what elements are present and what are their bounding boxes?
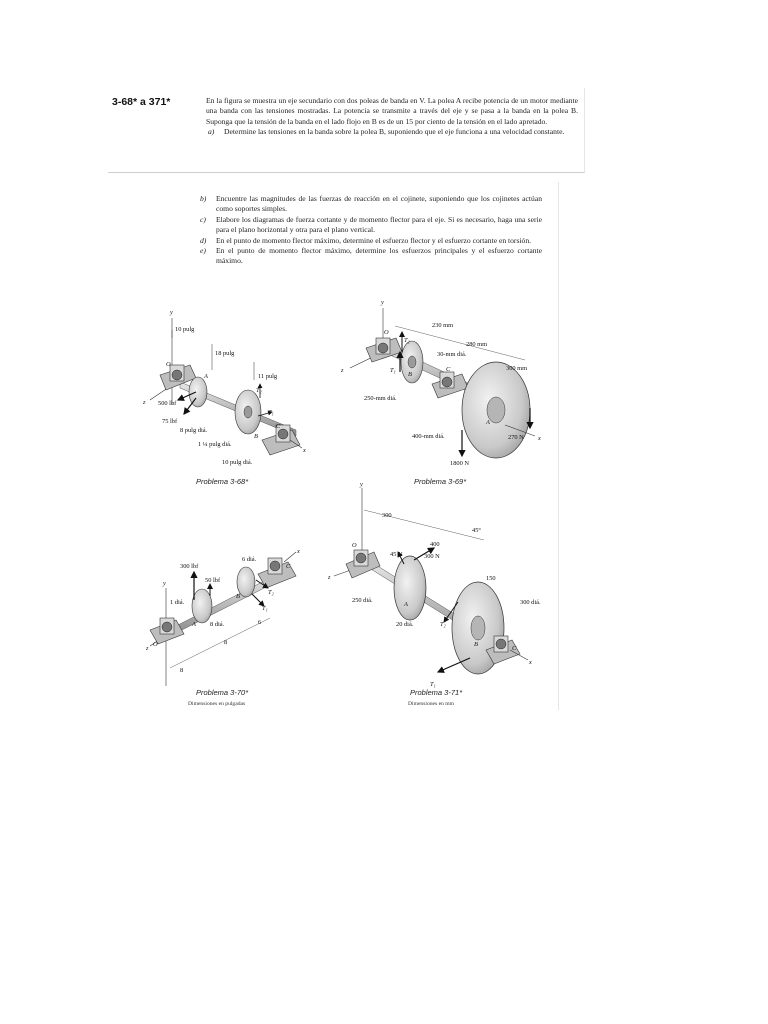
pulley-a <box>192 589 212 623</box>
dim-400: 400 <box>430 541 440 548</box>
dim-300: 300 <box>382 512 392 519</box>
angle-45: 45° <box>472 527 481 534</box>
y-axis-label: y <box>163 580 166 587</box>
part-label: c) <box>200 214 206 224</box>
dia-1-25-pulg: 1 ¼ pulg diá. <box>198 441 232 448</box>
label-t2: T₂ <box>256 387 262 394</box>
dim-18-pulg: 18 pulg <box>215 350 235 357</box>
force-300-lbf: 300 lbf <box>180 563 199 570</box>
pulley-b-hub <box>408 356 416 368</box>
dia-8-pulg: 8 pulg diá. <box>180 427 208 434</box>
label-b: B <box>474 641 478 648</box>
caption-problem-3-69: Problema 3-69* <box>414 477 467 486</box>
pulley-a <box>189 377 207 407</box>
y-axis-label: y <box>360 481 363 488</box>
part-text: Encuentre las magnitudes de las fuerzas de reacción en el cojinete, suponiendo que los cojinetes actúan como soportes simples. <box>216 194 542 214</box>
force-45-n: 45 N <box>390 551 403 558</box>
force-75-lbf: 75 lbf <box>162 418 178 425</box>
dia-1: 1 diá. <box>170 599 185 606</box>
y-axis-label: y <box>170 309 173 316</box>
label-t2: T₂ <box>268 589 274 596</box>
x-axis-label: x <box>529 659 532 666</box>
label-t2: T₂ <box>404 337 410 344</box>
label-c: C <box>446 366 451 373</box>
subcaption-problem-3-71: Dimensiones en mm <box>408 701 454 707</box>
label-o: O <box>384 329 389 336</box>
part-text: En el punto de momento flector máximo, determine los esfuerzos principales y el esfuerzo cortante máximo. <box>216 246 542 266</box>
figure-problem-3-71 <box>327 481 541 688</box>
label-o: O <box>166 361 171 368</box>
figure-problem-3-70 <box>145 548 300 686</box>
dim-280-mm: 280 mm <box>466 341 488 348</box>
dia-400-mm: 400-mm diá. <box>412 433 445 440</box>
dim-300-mm: 300 mm <box>506 365 528 372</box>
intro-text: En la figura se muestra un eje secundario con dos poleas de banda en V. La polea A recibe potencia de un motor mediante una banda con las tensiones mostradas. La potencia se transmite a través del eje y se pasa a la banda en la polea B. Suponga que la tensión de la banda en el lado flojo en B es de un 15 por ciento de la tensión en el lado apretado. <box>206 96 578 126</box>
pulley-b-hub <box>471 616 485 640</box>
label-t1: T₁ <box>430 681 436 688</box>
label-a: A <box>486 419 490 426</box>
x-axis-label: x <box>297 548 300 555</box>
label-c: C <box>276 423 281 430</box>
pulley-b-hub <box>244 406 252 418</box>
dim-6: 6 <box>258 619 262 626</box>
bearing-o <box>346 550 380 578</box>
part-label: b) <box>200 194 207 203</box>
part-a-label: a) <box>208 127 215 137</box>
label-a: A <box>192 621 196 628</box>
dim-8-second: 8 <box>224 639 228 646</box>
problem-range: 3-68* a 371* <box>112 96 171 108</box>
dia-20: 20 diá. <box>396 621 414 628</box>
dim-8-first: 8 <box>180 667 184 674</box>
caption-problem-3-68: Problema 3-68* <box>196 477 249 486</box>
dia-10-pulg: 10 pulg diá. <box>222 459 253 466</box>
label-b: B <box>254 433 258 440</box>
caption-problem-3-71: Problema 3-71* <box>410 688 463 697</box>
dim-10-pulg: 10 pulg <box>175 326 195 333</box>
dia-300: 300 diá. <box>520 599 541 606</box>
force-500-lbf: 500 lbf <box>158 400 177 407</box>
force-270-n: 270 N <box>508 434 524 441</box>
dim-150: 150 <box>486 575 496 582</box>
part-label: e) <box>200 246 206 256</box>
force-50-lbf: 50 lbf <box>205 577 221 584</box>
label-o: O <box>153 641 158 648</box>
part-label: d) <box>200 235 207 245</box>
z-axis-label: z <box>328 574 331 581</box>
x-axis-label: x <box>303 447 306 454</box>
dim-230-mm: 230 mm <box>432 322 454 329</box>
force-1800-n: 1800 N <box>450 460 469 467</box>
z-axis-label: z <box>143 399 146 406</box>
bearing-o <box>366 338 402 362</box>
dia-250: 250 diá. <box>352 597 373 604</box>
label-t1: T₁ <box>390 367 396 374</box>
pulley-a <box>394 556 426 620</box>
subcaption-problem-3-70: Dimensiones en pulgadas <box>188 701 246 707</box>
label-b: B <box>408 371 412 378</box>
label-b: B <box>236 593 240 600</box>
bearing-c <box>258 558 296 588</box>
label-t2: T₂ <box>440 621 446 628</box>
label-a: A <box>404 601 408 608</box>
figure-problem-3-68 <box>142 309 306 466</box>
dia-8: 8 diá. <box>210 621 225 628</box>
label-t1: T₁ <box>268 409 274 416</box>
part-text: En el punto de momento flector máximo, determine el esfuerzo flector y el esfuerzo cortante en torsión. <box>216 235 532 245</box>
dia-250-mm: 250-mm diá. <box>364 395 397 402</box>
label-a: A <box>204 373 208 380</box>
label-t1: T₁ <box>262 605 268 612</box>
force-300-n: 300 N <box>424 553 440 560</box>
x-axis-label: x <box>538 435 541 442</box>
label-c: C <box>286 563 291 570</box>
dim-11-pulg: 11 pulg <box>258 373 278 380</box>
y-axis-label: y <box>381 299 384 306</box>
figure-problem-3-69 <box>340 299 541 467</box>
dia-30-mm: 30-mm diá. <box>437 351 467 358</box>
x-axis <box>284 552 296 562</box>
z-axis-label: z <box>146 645 149 652</box>
part-text: Elabore los diagramas de fuerza cortante y de momento flector para el eje. Si es necesario, haga una serie para el plano horizontal y otra para el plano vertical. <box>216 214 542 235</box>
label-c: C <box>512 645 517 652</box>
z-axis-label: z <box>341 367 344 374</box>
dia-6: 6 diá. <box>242 556 257 563</box>
label-o: O <box>352 542 357 549</box>
part-a-text: Determine las tensiones en la banda sobre la polea B, suponiendo que el eje funciona a una velocidad constante. <box>224 127 565 137</box>
caption-problem-3-70: Problema 3-70* <box>196 688 249 697</box>
